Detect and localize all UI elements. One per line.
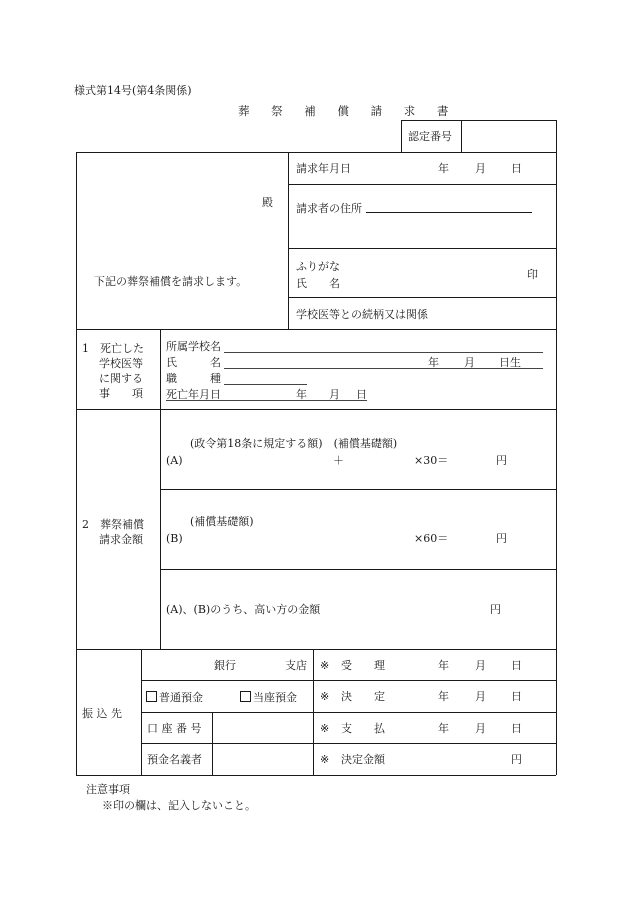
amount-a-yen: 円 [496, 454, 507, 467]
school-name-field[interactable] [224, 352, 543, 353]
received-month: 月 [475, 659, 486, 672]
furigana-label: ふりがな [296, 260, 340, 273]
decided-amount-yen: 円 [511, 753, 522, 766]
decided-year: 年 [438, 690, 449, 703]
section1-heading-3: に関する [99, 372, 143, 385]
paid-month: 月 [475, 722, 486, 735]
addressee-suffix: 殿 [262, 196, 273, 209]
amount-a-plus: ＋ [333, 454, 344, 467]
decided-amount-label: 決定金額 [341, 753, 385, 766]
received-day: 日 [511, 659, 522, 672]
request-statement: 下記の葬祭補償を請求します。 [94, 275, 248, 288]
request-date-day: 日 [511, 162, 522, 175]
death-month: 月 [329, 388, 340, 401]
school-name-label: 所属学校名 [166, 340, 221, 353]
job-label: 職 種 [166, 372, 221, 385]
job-field[interactable] [224, 384, 307, 385]
account-type-current[interactable] [240, 691, 297, 703]
address-field[interactable] [366, 212, 532, 213]
checkbox-ordinary[interactable] [146, 691, 157, 702]
account-number-label: 口 座 番 号 [147, 722, 202, 735]
decided-label: 決 定 [341, 690, 385, 703]
death-date-label: 死亡年月日 [166, 388, 221, 401]
form-number: 様式第14号(第4条関係) [74, 84, 192, 97]
office-mark-1: ※ [320, 659, 330, 672]
branch-label: 支店 [285, 659, 307, 672]
received-label: 受 理 [341, 659, 385, 672]
form-title: 葬 祭 補 償 請 求 書 [238, 104, 458, 118]
birth-day: 日生 [499, 356, 521, 369]
death-date-field[interactable] [166, 400, 367, 401]
notes-heading: 注意事項 [86, 783, 130, 796]
amount-b-multiplier: ×60＝ [414, 532, 449, 545]
seal-mark: 印 [527, 268, 538, 281]
amount-c-yen: 円 [490, 603, 501, 616]
account-holder-label: 預金名義者 [147, 753, 202, 766]
request-date-year: 年 [438, 162, 449, 175]
notes-item-1: ※印の欄は、記入しないこと。 [102, 799, 256, 812]
amount-a-multiplier: ×30＝ [414, 454, 449, 467]
request-date-label: 請求年月日 [296, 162, 351, 175]
paid-label: 支 払 [341, 722, 385, 735]
section1-heading-4: 事 項 [99, 387, 143, 400]
paid-year: 年 [438, 722, 449, 735]
bank-label: 銀行 [214, 659, 236, 672]
address-label: 請求者の住所 [296, 202, 362, 215]
birth-year: 年 [428, 356, 439, 369]
current-label: 当座預金 [253, 691, 297, 704]
decided-month: 月 [475, 690, 486, 703]
request-date-month: 月 [475, 162, 486, 175]
checkbox-current[interactable] [240, 691, 251, 702]
transfer-heading: 振 込 先 [82, 707, 122, 720]
relation-label: 学校医等との続柄又は関係 [296, 308, 428, 321]
account-type-ordinary[interactable] [146, 691, 203, 703]
office-mark-2: ※ [320, 690, 330, 703]
death-year: 年 [296, 388, 307, 401]
amount-a-caption: (政令第18条に規定する額) (補償基礎額) [190, 437, 398, 450]
section1-heading-1: 1 死亡した [82, 342, 144, 355]
birth-month: 月 [464, 356, 475, 369]
paid-day: 日 [511, 722, 522, 735]
section2-heading-1: 2 葬祭補償 [82, 518, 144, 531]
section1-heading-2: 学校医等 [99, 357, 143, 370]
recognition-number-label: 認定番号 [408, 130, 452, 143]
amount-b-label: (B) [166, 532, 183, 545]
death-day: 日 [356, 388, 367, 401]
deceased-name-field[interactable] [224, 368, 543, 369]
section2-heading-2: 請求金額 [99, 533, 143, 546]
decided-day: 日 [511, 690, 522, 703]
office-mark-3: ※ [320, 722, 330, 735]
amount-c-text: (A)、(B)のうち、高い方の金額 [166, 603, 321, 616]
amount-b-caption: (補償基礎額) [190, 515, 254, 528]
claimant-name-label: 氏 名 [296, 277, 340, 290]
ordinary-label: 普通預金 [159, 691, 203, 704]
office-mark-4: ※ [320, 753, 330, 766]
received-year: 年 [438, 659, 449, 672]
deceased-name-label: 氏 名 [166, 356, 221, 369]
amount-a-label: (A) [166, 454, 183, 467]
amount-b-yen: 円 [496, 532, 507, 545]
